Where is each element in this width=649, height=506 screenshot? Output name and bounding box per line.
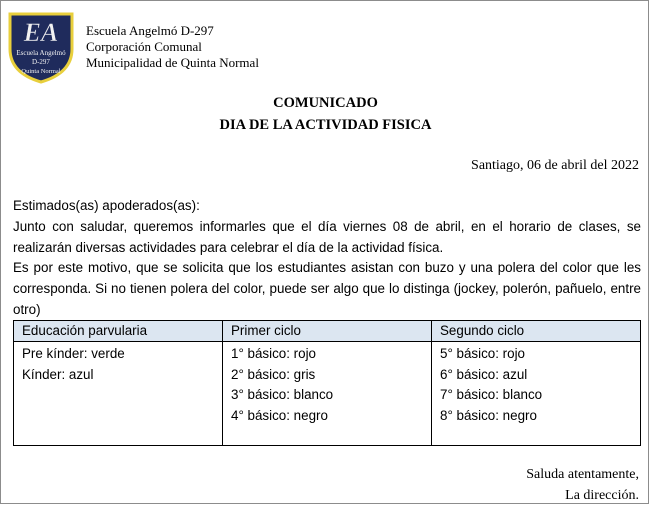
list-item: 6° básico: azul bbox=[440, 366, 528, 382]
cell-segundo-ciclo bbox=[432, 342, 641, 446]
table-header-row bbox=[14, 321, 641, 342]
document-body bbox=[13, 196, 641, 321]
document-title: COMUNICADO bbox=[273, 95, 378, 111]
closing-signature bbox=[526, 464, 639, 506]
cell-parvularia bbox=[14, 342, 223, 446]
institution-header bbox=[86, 23, 259, 71]
document-subtitle: DIA DE LA ACTIVIDAD FISICA bbox=[219, 117, 432, 133]
logo-line-2: D-297 bbox=[32, 58, 50, 66]
list-item: 8° básico: negro bbox=[440, 407, 537, 423]
list-item: 1° básico: rojo bbox=[231, 346, 316, 361]
list-item: 4° básico: negro bbox=[231, 407, 328, 423]
color-assignment-table bbox=[13, 320, 641, 446]
logo-initials: EA bbox=[23, 18, 59, 47]
greeting: Estimados(as) apoderados(as): bbox=[13, 198, 200, 213]
institution-line: Corporación Comunal bbox=[86, 39, 202, 54]
list-item: 3° básico: blanco bbox=[231, 387, 334, 402]
paragraph-instructions: Es por este motivo, que se solicita que los estudiantes asistan con buzo y una polera del color que les corresponda. Si no tienen polera del color, puede ser algo que lo distinga (jockey, polerón, pañuelo, entre otro) bbox=[13, 260, 641, 317]
closing-line: Saluda atentamente, bbox=[526, 467, 639, 482]
column-header-segundo-ciclo: Segundo ciclo bbox=[432, 321, 641, 342]
logo-line-1: Escuela Angelmó bbox=[16, 49, 66, 57]
list-item: Kínder: azul bbox=[22, 366, 94, 382]
list-item: Pre kínder: verde bbox=[22, 346, 125, 361]
list-item: 2° básico: gris bbox=[231, 366, 316, 382]
list-item: 5° básico: rojo bbox=[440, 346, 525, 361]
document-date: Santiago, 06 de abril del 2022 bbox=[471, 158, 639, 173]
closing-line: La dirección. bbox=[565, 488, 639, 503]
list-item: 7° básico: blanco bbox=[440, 387, 543, 402]
column-header-primer-ciclo: Primer ciclo bbox=[223, 321, 432, 342]
institution-line: Escuela Angelmó D-297 bbox=[86, 23, 214, 38]
logo-line-3: Quinta Normal bbox=[21, 68, 61, 75]
table-row bbox=[14, 342, 641, 446]
cell-primer-ciclo bbox=[223, 342, 432, 446]
column-header-parvularia: Educación parvularia bbox=[14, 321, 223, 342]
school-logo bbox=[7, 11, 75, 85]
paragraph-announcement: Junto con saludar, queremos informarles que el día viernes 08 de abril, en el horario de clases, se realizarán diversas actividades para celebrar el día de la actividad física. bbox=[13, 218, 641, 255]
institution-line: Municipalidad de Quinta Normal bbox=[86, 55, 259, 70]
